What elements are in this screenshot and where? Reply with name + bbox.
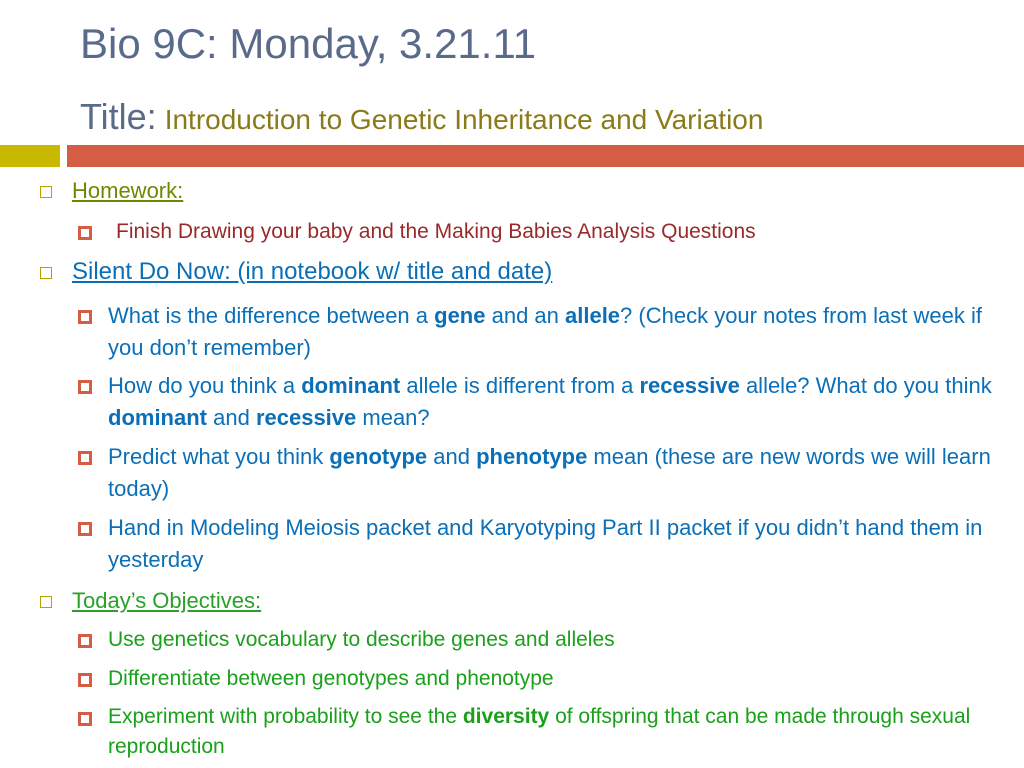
bullet-square-icon	[40, 267, 52, 279]
q2-text-e: and	[207, 405, 256, 430]
bullet-box-icon	[78, 380, 92, 394]
do-now-question-3	[108, 441, 1008, 505]
objective-1	[108, 624, 1008, 656]
bullet-box-icon	[78, 712, 92, 726]
q3-text-c: and	[427, 444, 477, 469]
objective-1-text: Use genetics vocabulary to describe genes and alleles	[108, 628, 615, 651]
objectives-heading-text: Today’s Objectives:	[72, 588, 262, 613]
q3-text-d: mean (these are new words we will learn today)	[108, 444, 991, 501]
homework-item-text: Finish Drawing your baby and the Making Babies Analysis Questions	[116, 220, 756, 243]
q2-text-f: mean?	[356, 405, 430, 430]
objectives-heading	[72, 588, 261, 614]
q2-text-d: allele? What do you think	[739, 373, 992, 398]
title-line-1: Bio 9C: Monday, 3.21.11	[80, 20, 537, 67]
q3-text-a: Predict what you think	[108, 444, 330, 469]
q3-term-phenotype: phenotype	[476, 444, 588, 469]
bullet-box-icon	[78, 451, 92, 465]
q2-text-a: How do you think a	[108, 373, 302, 398]
q1-text-c: and an	[485, 303, 565, 328]
q2-term-dominant: dominant	[301, 373, 401, 398]
objective-3-text-c: of offspring that can be made through sexual reproduction	[108, 705, 971, 758]
objective-2	[108, 663, 1008, 695]
objective-3-text-a: Experiment with probability to see the	[108, 705, 463, 728]
q2-term-recessive-2: recessive	[255, 405, 357, 430]
objective-2-text: Differentiate between genotypes and phenotype	[108, 667, 554, 690]
q2-term-recessive: recessive	[639, 373, 740, 398]
do-now-heading-text: Silent Do Now: (in notebook w/ title and date)	[72, 258, 553, 285]
q2-text-c: allele is different from a	[400, 373, 640, 398]
q1-text-d: ? (Check your notes from last week if you don’t remember)	[108, 303, 982, 360]
q3-term-genotype: genotype	[329, 444, 428, 469]
objective-3-term-diversity: diversity	[462, 705, 550, 728]
title-subtitle: Introduction to Genetic Inheritance and Variation	[164, 104, 764, 135]
accent-bar-yellow	[0, 145, 60, 167]
q4-text: Hand in Modeling Meiosis packet and Karyotyping Part II packet if you didn’t hand them in yesterday	[108, 515, 983, 572]
bullet-box-icon	[78, 634, 92, 648]
accent-bar-red	[67, 145, 1024, 167]
bullet-square-icon	[40, 596, 52, 608]
q1-term-allele: allele	[565, 303, 621, 328]
q1-term-gene: gene	[434, 303, 486, 328]
homework-heading	[72, 178, 183, 204]
do-now-question-4	[108, 512, 1008, 576]
q1-text-a: What is the difference between a	[108, 303, 435, 328]
bullet-box-icon	[78, 673, 92, 687]
bullet-box-icon	[78, 522, 92, 536]
objective-3	[108, 702, 1008, 762]
homework-heading-text: Homework:	[72, 178, 184, 203]
bullet-box-icon	[78, 226, 92, 240]
title-label: Title:	[80, 96, 157, 137]
do-now-heading	[72, 258, 552, 286]
do-now-question-2	[108, 370, 1008, 434]
title-line-2	[80, 96, 763, 138]
bullet-square-icon	[40, 186, 52, 198]
do-now-question-1	[108, 300, 1008, 364]
homework-item	[116, 216, 1016, 248]
q2-term-dominant-2: dominant	[108, 405, 207, 430]
bullet-box-icon	[78, 310, 92, 324]
